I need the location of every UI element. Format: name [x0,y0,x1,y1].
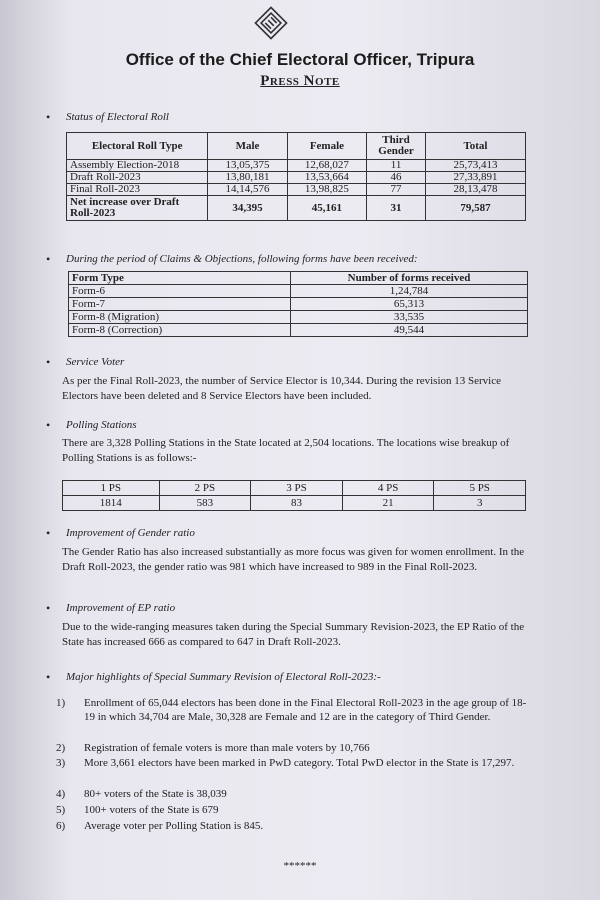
table-cell: 27,33,891 [425,172,525,184]
section-heading-roll: Status of Electoral Roll [66,111,169,123]
table-header: Third Gender [367,133,426,160]
list-item [56,803,536,817]
table-cell: 13,05,375 [208,160,287,172]
table-cell: 83 [251,496,343,511]
table-cell: 65,313 [291,298,528,311]
table-cell: 49,544 [291,324,528,337]
table-row [63,496,526,511]
table-row [67,160,526,172]
table-header: Electoral Roll Type [67,133,208,160]
table-cell: 28,13,478 [425,184,525,196]
table-header: 1 PS [63,481,160,496]
list-item [56,741,536,755]
bullet-icon: • [46,601,51,615]
table-header: 2 PS [159,481,251,496]
bullet-icon: • [46,418,51,432]
bullet-icon: • [46,110,51,124]
list-text: 80+ voters of the State is 38,039 [84,788,227,800]
service-voter-text: As per the Final Roll-2023, the number of Service Elector is 10,344. During the revision 13 Service Electors have been deleted and 8 Service Electors have been included. [62,375,501,402]
table-cell: 21 [342,496,434,511]
table-header: Form Type [69,272,291,285]
table-row [69,311,528,324]
table-header: Total [425,133,525,160]
list-number: 1) [56,697,66,709]
gender-ratio-text: The Gender Ratio has also increased substantially as more focus was given for women enrollment. In the Draft Roll-2023, the gender ratio was 981 which have increased to 989 in the Final Roll-2023. [62,546,525,573]
table-cell: 79,587 [425,196,525,221]
eci-emblem-icon [254,6,288,40]
table-cell: 31 [367,196,426,221]
ep-ratio-text: Due to the wide-ranging measures taken during the Special Summary Revision-2023, the EP Ratio of the State has increased 666 as compared to 647 in Draft Roll-2023. [62,621,525,648]
footer-stars: ****** [283,860,317,872]
list-number: 5) [56,804,66,816]
table-cell: 583 [159,496,251,511]
polling-stations-table [62,480,526,511]
table-header: 5 PS [434,481,526,496]
table-row [63,481,526,496]
table-cell: Form-7 [69,298,291,311]
table-cell: 11 [367,160,426,172]
table-cell: 34,395 [208,196,287,221]
list-text: Registration of female voters is more than male voters by 10,766 [84,742,370,754]
section-heading-forms: During the period of Claims & Objections, following forms have been received: [66,253,418,265]
table-cell: Final Roll-2023 [67,184,208,196]
table-cell: 1814 [63,496,160,511]
table-row [69,324,528,337]
forms-table [68,271,528,337]
table-header: Number of forms received [291,272,528,285]
section-heading-service-voter: Service Voter [66,356,125,368]
list-text: More 3,661 electors have been marked in PwD category. Total PwD elector in the State is 17,297. [84,757,515,769]
table-header: Male [208,133,287,160]
table-header: 3 PS [251,481,343,496]
table-cell: Net increase over Draft Roll-2023 [67,196,208,221]
table-row [67,196,526,221]
section-heading-ep: Improvement of EP ratio [66,602,176,614]
list-text: Enrollment of 65,044 electors has been done in the Final Electoral Roll-2023 in the age group of 18-19 in which 34,704 are Male, 30,328 are Female and 12 are in the category of Third Gender. [84,697,527,723]
bullet-icon: • [46,252,51,266]
table-header: Female [287,133,366,160]
table-cell: 1,24,784 [291,285,528,298]
list-item [56,756,536,786]
polling-text: There are 3,328 Polling Stations in the State located at 2,504 locations. The locations wise breakup of Polling Stations is as follows:- [62,437,510,464]
table-header: 4 PS [342,481,434,496]
bullet-icon: • [46,526,51,540]
table-row [69,298,528,311]
table-cell: Form-6 [69,285,291,298]
section-heading-polling: Polling Stations [66,419,137,431]
table-row [67,184,526,196]
list-item [56,787,536,801]
table-cell: 14,14,576 [208,184,287,196]
list-item [56,696,536,740]
list-text: Average voter per Polling Station is 845. [84,820,264,832]
table-cell: 13,98,825 [287,184,366,196]
list-text: 100+ voters of the State is 679 [84,804,219,816]
list-number: 4) [56,788,66,800]
list-number: 6) [56,820,66,832]
table-cell: 13,53,664 [287,172,366,184]
table-cell: Draft Roll-2023 [67,172,208,184]
list-number: 2) [56,742,66,754]
table-row [69,285,528,298]
table-cell: 25,73,413 [425,160,525,172]
table-cell: 3 [434,496,526,511]
table-cell: 45,161 [287,196,366,221]
table-cell: 46 [367,172,426,184]
table-cell: 33,535 [291,311,528,324]
table-cell: Assembly Election-2018 [67,160,208,172]
table-row [67,172,526,184]
table-cell: Form-8 (Migration) [69,311,291,324]
electoral-roll-table [66,132,526,221]
bullet-icon: • [46,355,51,369]
list-number: 3) [56,757,66,769]
bullet-icon: • [46,670,51,684]
section-heading-highlights: Major highlights of Special Summary Revision of Electoral Roll-2023:- [66,671,381,683]
table-cell: 13,80,181 [208,172,287,184]
table-cell: 77 [367,184,426,196]
table-cell: 12,68,027 [287,160,366,172]
list-item [56,819,536,833]
table-cell: Form-8 (Correction) [69,324,291,337]
page-title: Office of the Chief Electoral Officer, Tripura [125,50,475,69]
page-subtitle: Press Note [260,73,340,89]
section-heading-gender: Improvement of Gender ratio [66,527,195,539]
